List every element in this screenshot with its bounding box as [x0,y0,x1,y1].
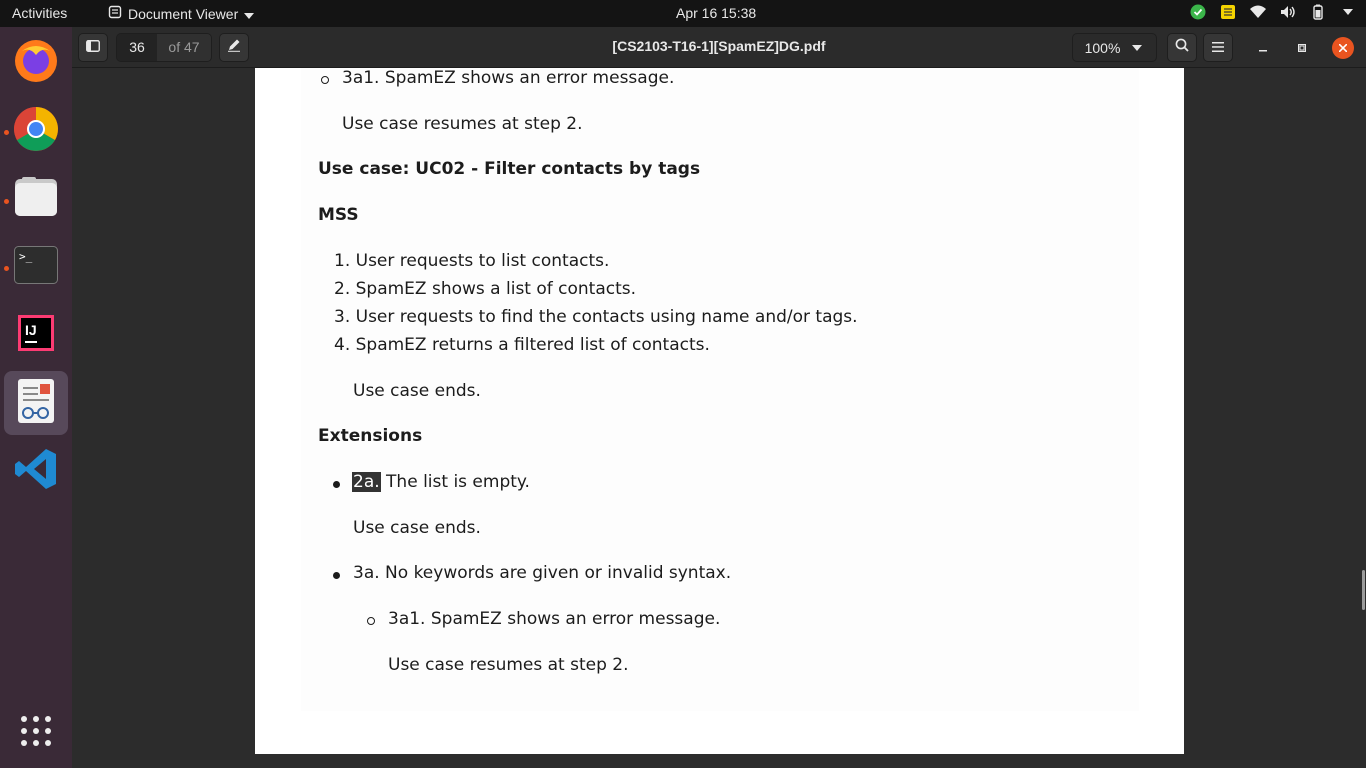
dock-vscode[interactable] [4,439,68,503]
page-selector[interactable] [116,33,212,62]
scrollbar-thumb[interactable] [1362,570,1365,610]
heading-mss: MSS [318,205,359,225]
heading-extensions: Extensions [318,426,423,446]
circle-bullet [367,617,375,625]
mss-step: 3. User requests to find the contacts using name and/or tags. [334,307,858,327]
sidebar-icon [86,39,100,57]
dock-files[interactable] [4,167,68,231]
zoom-selector[interactable] [1072,33,1157,62]
dock-firefox[interactable] [4,31,68,95]
firefox-icon [12,37,60,90]
mss-step: 2. SpamEZ shows a list of contacts. [334,279,637,299]
pencil-icon [227,38,241,57]
dock [0,27,72,768]
system-tray[interactable] [1190,4,1356,20]
app-menu-label: Document Viewer [128,5,239,22]
chevron-down-icon [244,6,254,22]
chevron-down-icon [1132,45,1156,51]
dock-intellij[interactable] [4,303,68,367]
maximize-button[interactable] [1292,38,1312,58]
document-title: [CS2103-T16-1][SpamEZ]DG.pdf [612,38,826,54]
wifi-icon[interactable] [1250,4,1266,20]
volume-icon[interactable] [1280,4,1296,20]
pdf-page[interactable] [255,68,1184,754]
sidebar-toggle-button[interactable] [78,33,108,62]
dock-chrome[interactable] [4,99,68,163]
battery-icon[interactable] [1310,4,1326,20]
document-viewer-icon [16,379,56,428]
extension-text: The list is empty. [380,472,530,492]
update-shield-icon[interactable] [1190,4,1206,20]
main-menu-button[interactable] [1203,33,1233,62]
dock-document-viewer[interactable] [4,371,68,435]
heading-uc02: Use case: UC02 - Filter contacts by tags [318,159,701,179]
mss-step: 4. SpamEZ returns a filtered list of contacts. [334,335,710,355]
close-icon [1339,39,1347,57]
text-line: Use case resumes at step 2. [342,114,583,134]
clock[interactable]: Apr 16 15:38 [676,5,757,21]
text-line: Use case ends. [353,518,481,538]
circle-bullet [321,76,329,84]
activities-button[interactable]: Activities [12,5,68,21]
text-line: 3a1. SpamEZ shows an error message. [388,609,721,629]
page-total-label: of 47 [157,34,211,61]
notes-icon[interactable] [1220,4,1236,20]
minimize-button[interactable] [1253,38,1273,58]
disc-bullet [333,481,340,488]
extension-item: 3a. No keywords are given or invalid syntax. [353,563,732,583]
chrome-icon [13,106,59,157]
app-menu[interactable] [108,5,254,22]
show-applications-button[interactable] [4,701,68,765]
text-line: 3a1. SpamEZ shows an error message. [342,68,675,88]
svg-text:IJ: IJ [25,321,37,338]
restore-icon [1298,41,1306,55]
files-icon [14,177,58,222]
extension-item [352,472,530,492]
text-line: Use case ends. [353,381,481,401]
search-button[interactable] [1167,33,1197,62]
zoom-level: 100% [1084,39,1121,56]
close-button[interactable] [1332,37,1354,59]
search-icon [1175,38,1189,57]
mss-step: 1. User requests to list contacts. [334,251,610,271]
text-line: Use case resumes at step 2. [388,655,629,675]
document-view[interactable] [72,68,1366,768]
document-viewer-small-icon [108,5,122,22]
hamburger-icon [1212,39,1224,57]
terminal-icon [14,246,58,289]
header-bar [72,27,1366,68]
intellij-icon [18,315,54,356]
dock-terminal[interactable] [4,235,68,299]
search-highlight: 2a. [353,472,380,492]
minimize-icon [1259,41,1267,55]
apps-grid-icon [20,715,52,752]
page-content [301,68,1139,711]
svg-text:>_: >_ [19,249,33,263]
disc-bullet [333,572,340,579]
system-menu-chevron-icon[interactable] [1340,4,1356,20]
annotate-button[interactable] [219,33,249,62]
vscode-icon [14,447,58,496]
top-bar [0,0,1366,27]
page-number-input[interactable]: 36 [117,34,157,61]
